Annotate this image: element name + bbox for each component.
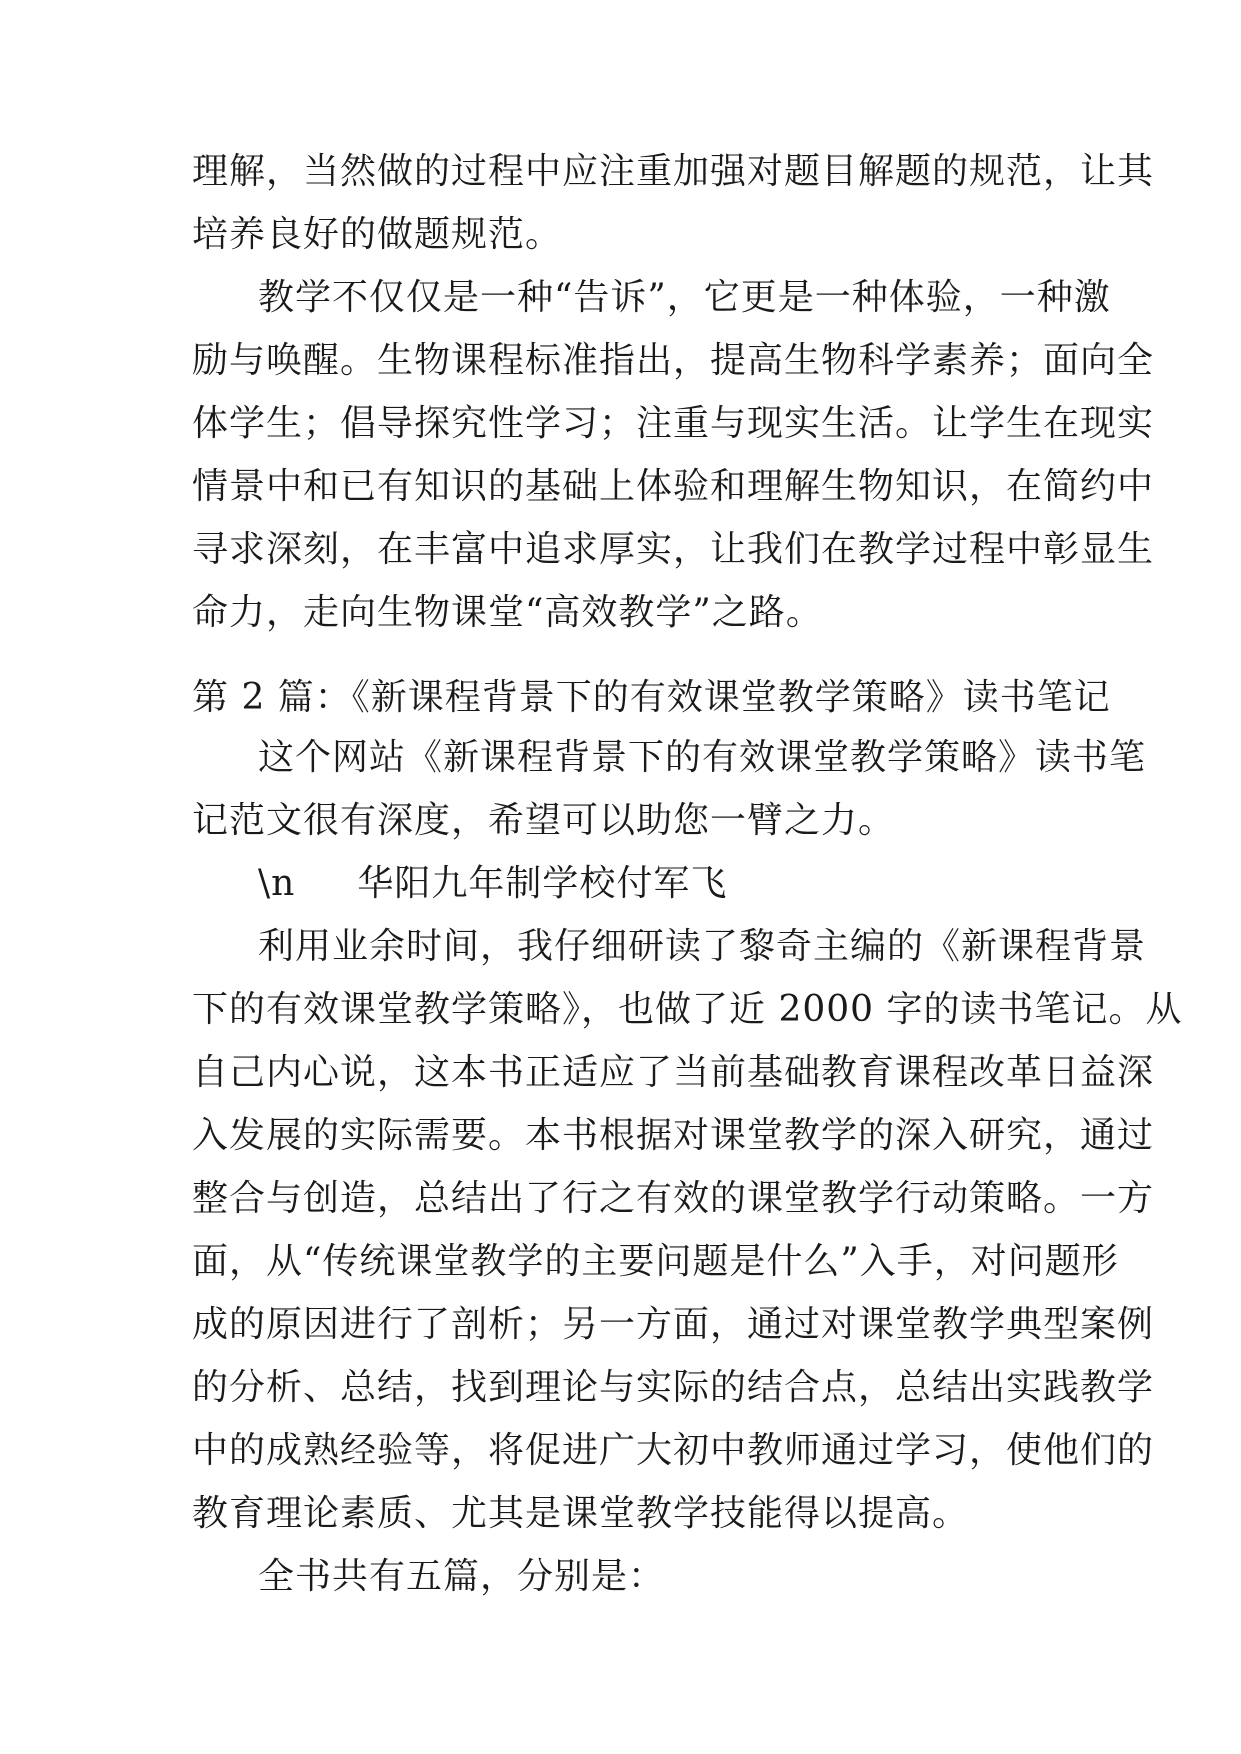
text-line: 励与唤醒。生物课程标准指出，提高生物科学素养；面向全 <box>192 340 1155 381</box>
text-line: 成的原因进行了剖析；另一方面，通过对课堂教学典型案例 <box>192 1304 1155 1345</box>
text-line: 中的成熟经验等，将促进广大初中教师通过学习，使他们的 <box>192 1430 1155 1471</box>
text-line: 教学不仅仅是一种“告诉”，它更是一种体验，一种激 <box>258 277 1111 318</box>
text-line: 自己内心说，这本书正适应了当前基础教育课程改革日益深 <box>192 1052 1155 1093</box>
text-line: 记范文很有深度，希望可以助您一臂之力。 <box>192 800 896 841</box>
text-line: 入发展的实际需要。本书根据对课堂教学的深入研究，通过 <box>192 1115 1155 1156</box>
document-body <box>192 150 1183 1618</box>
text-line: 命力，走向生物课堂“高效教学”之路。 <box>192 592 823 633</box>
paragraph <box>192 276 1155 654</box>
escape-sequence: \n <box>258 863 296 904</box>
text-line: 整合与创造，总结出了行之有效的课堂教学行动策略。一方 <box>192 1178 1155 1219</box>
text-line: 全书共有五篇，分别是： <box>258 1556 666 1597</box>
paragraph <box>192 150 1155 276</box>
text-line: 培养良好的做题规范。 <box>192 214 563 255</box>
text-line: 寻求深刻，在丰富中追求厚实，让我们在教学过程中彰显生 <box>192 529 1155 570</box>
text-line: 情景中和已有知识的基础上体验和理解生物知识，在简约中 <box>192 466 1155 507</box>
author-name: 华阳九年制学校付军飞 <box>357 863 728 904</box>
text-line: 体学生；倡导探究性学习；注重与现实生活。让学生在现实 <box>192 403 1155 444</box>
paragraph <box>192 925 1183 1555</box>
author-line <box>192 862 1052 925</box>
text-line: 这个网站《新课程背景下的有效课堂教学策略》读书笔 <box>258 737 1147 778</box>
text-line: 的分析、总结，找到理论与实际的结合点，总结出实践教学 <box>192 1367 1155 1408</box>
text-line: 理解，当然做的过程中应注重加强对题目解题的规范，让其 <box>192 151 1155 192</box>
paragraph <box>192 1555 1052 1618</box>
paragraph <box>192 736 1147 862</box>
text-line: 利用业余时间，我仔细研读了黎奇主编的《新课程背景 <box>258 926 1147 967</box>
section-heading: 第 2 篇：《新课程背景下的有效课堂教学策略》读书笔记 <box>192 677 1111 718</box>
text-line: 面，从“传统课堂教学的主要问题是什么”入手，对问题形 <box>192 1241 1119 1282</box>
text-line: 下的有效课堂教学策略》，也做了近 2000 字的读书笔记。从 <box>192 989 1183 1030</box>
text-line: 教育理论素质、尤其是课堂教学技能得以提高。 <box>192 1493 970 1534</box>
